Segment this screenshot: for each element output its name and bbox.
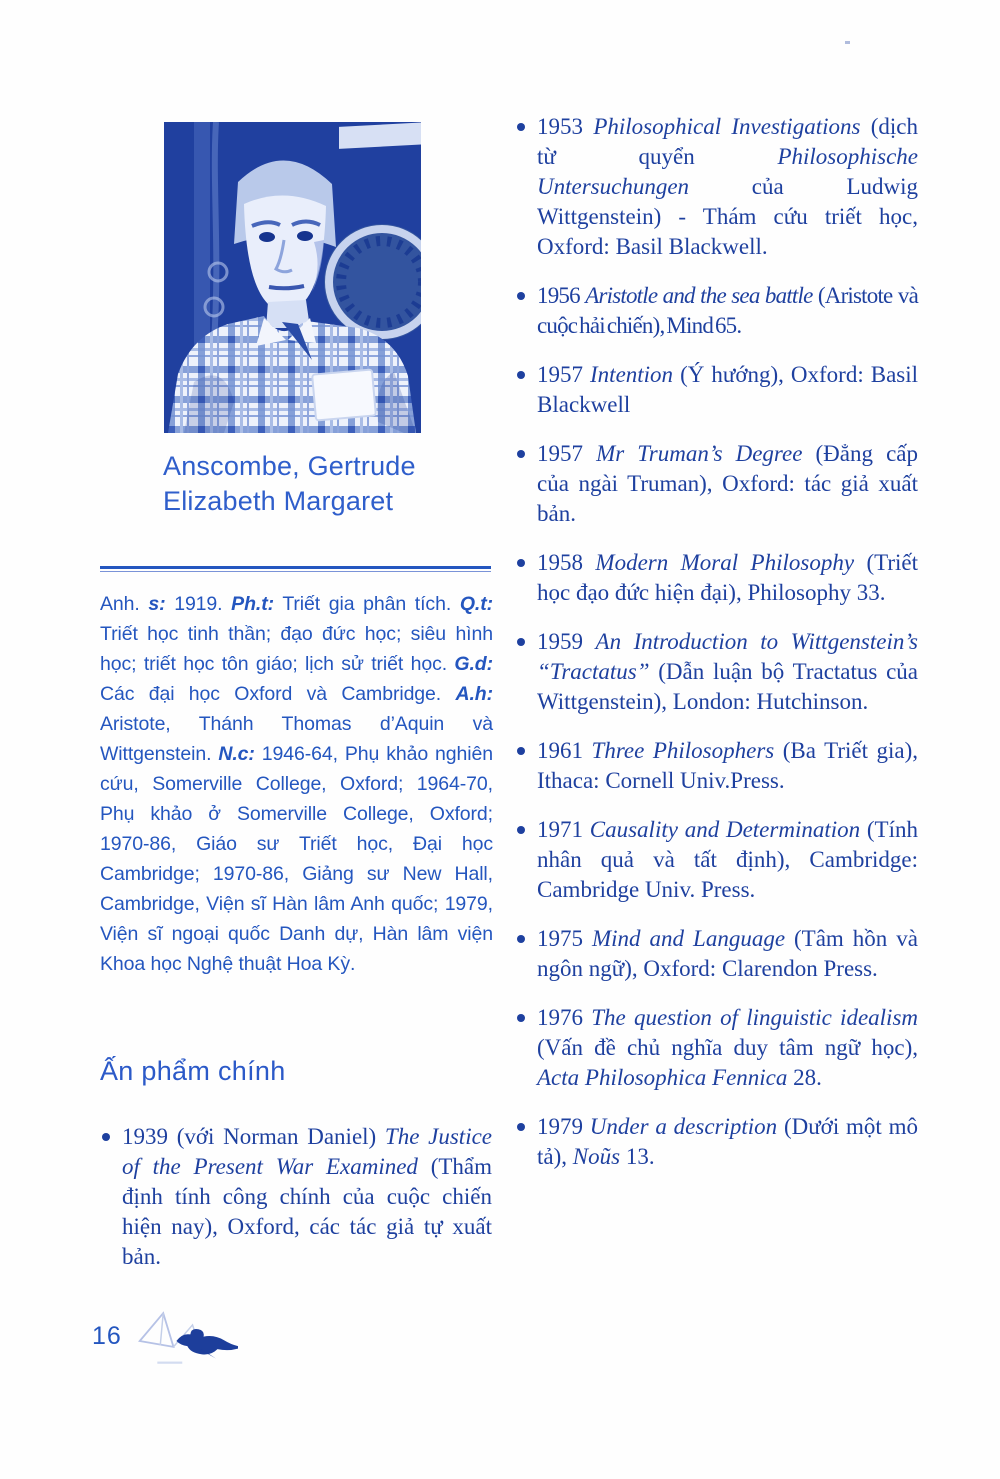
bullet-icon [517,123,525,131]
bullet-icon [517,935,525,943]
bullet-icon [517,1014,525,1022]
publication-entry-text: 1953 Philosophical Investigations (dịch từ quyển Philosophische Untersuchungen của Ludwig Wittgenstein) - Thám cứu triết học, Oxford: Basil Blackwell. [537,114,919,259]
publications-heading: Ấn phẩm chính [100,1056,286,1086]
bullet-icon [102,1133,110,1141]
publication-item [515,360,918,420]
publication-item [515,1003,918,1093]
publication-entry-text: 1957 Intention (Ý hướng), Oxford: Basil Blackwell [537,362,919,417]
publication-entry-text: 1956 Aristotle and the sea battle (Aristote và cuộc hải chiến), Mind 65. [537,283,918,338]
caption-line-1: Anscombe, Gertrude [163,451,416,481]
bullet-icon [517,371,525,379]
publication-entry-text: 1975 Mind and Language (Tâm hồn và ngôn ngữ), Oxford: Clarendon Press. [537,926,919,981]
publication-item [515,439,918,529]
bullet-icon [517,747,525,755]
caption-line-2: Elizabeth Margaret [163,486,394,516]
page-footer [92,1300,238,1372]
publication-entry-text: 1957 Mr Truman’s Degree (Đẳng cấp của ngài Truman), Oxford: tác giả xuất bản. [537,441,919,526]
publication-entry-text: 1961 Three Philosophers (Ba Triết gia), Ithaca: Cornell Univ.Press. [537,738,918,793]
bullet-icon [517,826,525,834]
bullet-icon [517,292,525,300]
publication-item [515,1112,918,1172]
bullet-icon [517,638,525,646]
page-number: 16 [92,1321,122,1350]
publication-item [515,736,918,796]
publication-entry-text: 1979 Under a description (Dưới một mô tả), Noũs 13. [537,1114,918,1169]
section-divider [100,566,491,572]
scan-artifact [845,41,850,44]
publication-item [515,281,918,341]
bullet-icon [517,1123,525,1131]
publication-item [515,627,918,717]
portrait-photo [164,122,421,433]
publication-item [100,1122,492,1272]
publication-entry-text: 1976 The question of linguistic idealism (Vấn đề chủ nghĩa duy tâm ngữ học), Acta Philosophica Fennica 28. [537,1005,919,1090]
publication-entry-text: 1958 Modern Moral Philosophy (Triết học đạo đức hiện đại), Philosophy 33. [537,550,918,605]
portrait-caption [163,449,463,519]
publication-entry-text: 1971 Causality and Determination (Tính nhân quả và tất định), Cambridge: Cambridge Univ. Press. [537,817,918,902]
biography-text: Anh. s: 1919. Ph.t: Triết gia phân tích. Q.t: Triết học tinh thần; đạo đức học; siêu hình học; triết học tôn giáo; lịch sử triết học. G.d: Các đại học Oxford và Cambridge. A.h: Aristote, Thánh Thomas d’Aquin và Wittgenstein. N.c: 1946-64, Phụ khảo nghiên cứu, Somerville College, Oxford; 1964-70, Phụ khảo ở Somerville College, Oxford; 1970-86, Giáo sư Triết học, Đại học Cambridge; 1970-86, Giảng sư New Hall, Cambridge, Viện sĩ Hàn lâm Anh quốc; 1979, Viện sĩ ngoại quốc Danh dự, Hàn lâm viện Khoa học Nghệ thuật Hoa Kỳ. [100,593,493,975]
bullet-icon [517,559,525,567]
publications-list-right [515,112,918,1191]
bird-ornament-icon [128,1302,238,1372]
publication-item [515,548,918,608]
publication-item [515,924,918,984]
publication-entry-text: 1939 (với Norman Daniel) The Justice of the Present War Examined (Thẩm định tính công chính của cuộc chiến hiện nay), Oxford, các tác giả tự xuất bản. [122,1124,492,1269]
portrait-photo-illustration [164,122,421,433]
publication-item [515,815,918,905]
publication-item [515,112,918,262]
publications-list-left [100,1122,492,1291]
bullet-icon [517,450,525,458]
publication-entry-text: 1959 An Introduction to Wittgenstein’s “Tractatus” (Dẫn luận bộ Tractatus của Wittgenstein), London: Hutchinson. [537,629,918,714]
